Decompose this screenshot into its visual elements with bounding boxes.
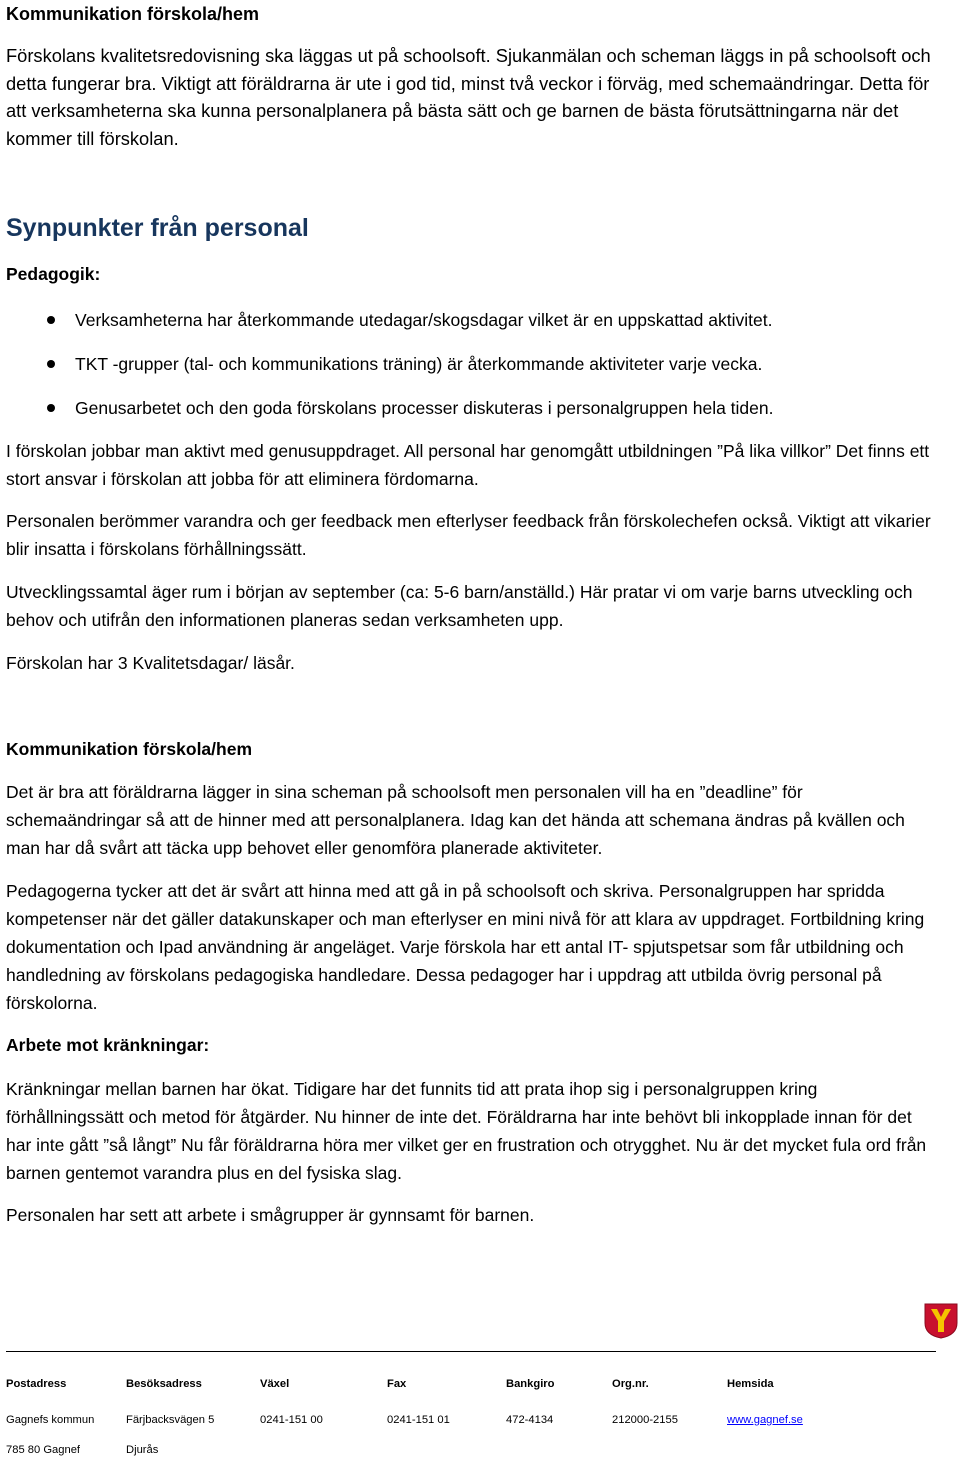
bullying-paragraph: Personalen har sett att arbete i smågrupper är gynnsamt för barnen.: [6, 1205, 535, 1225]
staff-paragraph: I förskolan jobbar man aktivt med genusuppdraget. All personal har genomgått utbildningen ”På lika villkor” Det finns ett stort ansvar i förskolan att jobba för att eliminera fördomarna.: [6, 441, 930, 489]
staff-paragraph: Förskolan har 3 Kvalitetsdagar/ läsår.: [6, 653, 295, 673]
bullying-heading: Arbete mot kränkningar:: [6, 1035, 210, 1055]
footer-cell: Färjbacksvägen 5: [126, 1414, 215, 1426]
staff-section-title: Synpunkter från personal: [6, 214, 309, 242]
bullet-item: [6, 350, 774, 394]
pedagogy-bullet-list: [6, 306, 774, 438]
top-section-heading: Kommunikation förskola/hem: [6, 4, 260, 24]
bullet-icon: [47, 404, 55, 412]
footer-header: Växel: [260, 1378, 290, 1390]
footer-divider: [6, 1351, 936, 1352]
top-section-paragraph: Förskolans kvalitetsredovisning ska läggas ut på schoolsoft. Sjukanmälan och scheman läggs in på schoolsoft och detta fungerar bra. Viktigt att föräldrarna är ute i god tid, minst två veckor i förväg, med schemaändringar. Detta för att verksamheterna ska kunna personalplanera på bästa sätt och ge barnen de bästa förutsättningarna när det kommer till förskolan.: [6, 45, 931, 149]
footer-cell: 0241-151 00: [260, 1414, 323, 1426]
footer-cell: Djurås: [126, 1444, 159, 1456]
footer-header: Postadress: [6, 1378, 67, 1390]
footer-header: Besöksadress: [126, 1378, 202, 1390]
bullet-icon: [47, 360, 55, 368]
footer-cell: 785 80 Gagnef: [6, 1444, 81, 1456]
footer-cell: Gagnefs kommun: [6, 1414, 95, 1426]
footer-header: Hemsida: [727, 1378, 774, 1390]
bullet-icon: [47, 316, 55, 324]
staff-paragraph: Utvecklingssamtal äger rum i början av september (ca: 5-6 barn/anställd.) Här pratar vi om varje barns utveckling och behov och utifrån den informationen planeras sedan verksamheten upp.: [6, 582, 913, 630]
bullet-item: [6, 306, 774, 350]
bullet-text: Verksamheterna har återkommande utedagar/skogsdagar vilket är en uppskattad aktivitet.: [75, 310, 773, 330]
bullet-item: [6, 394, 774, 438]
bullet-text: Genusarbetet och den goda förskolans processer diskuteras i personalgruppen hela tiden.: [75, 398, 774, 418]
footer-header: Bankgiro: [506, 1378, 555, 1390]
footer-cell: 212000-2155: [612, 1414, 678, 1426]
communication-heading: Kommunikation förskola/hem: [6, 739, 253, 759]
footer-header-row: [6, 1378, 936, 1398]
footer-header: Fax: [387, 1378, 407, 1390]
website-link[interactable]: www.gagnef.se: [727, 1414, 803, 1426]
communication-paragraph: Det är bra att föräldrarna lägger in sina scheman på schoolsoft men personalen vill ha en ”deadline” för schemaändringar så att de hinner med att personalplanera. Idag kan det hända att schemana ändras på kvällen och man har då svårt att täcka upp behovet eller genomföra planerade aktiviteter.: [6, 782, 905, 858]
municipality-coat-of-arms-icon: [924, 1303, 958, 1339]
footer-cell: 0241-151 01: [387, 1414, 450, 1426]
footer-row: [6, 1444, 936, 1464]
communication-paragraph: Pedagogerna tycker att det är svårt att hinna med att gå in på schoolsoft och skriva. Personalgruppen har spridda kompetenser när det gäller datakunskaper och man efterlyser en mini nivå för att klara av uppdraget. Fortbildning kring dokumentation och Ipad användning är angeläget. Varje förskola har ett antal IT- spjutspetsar som får utbildning och handledning av förskolans pedagogiska handledare. Dessa pedagoger har i uppdrag att utbilda övrig personal på förskolorna.: [6, 881, 925, 1013]
staff-paragraph: Personalen berömmer varandra och ger feedback men efterlyser feedback från förskolechefen också. Viktigt att vikarier blir insatta i förskolans förhållningssätt.: [6, 511, 931, 559]
bullet-text: TKT -grupper (tal- och kommunikations träning) är återkommande aktiviteter varje vecka.: [75, 354, 763, 374]
footer-row: [6, 1414, 936, 1434]
footer-cell: 472-4134: [506, 1414, 554, 1426]
bullying-paragraph: Kränkningar mellan barnen har ökat. Tidigare har det funnits tid att prata ihop sig i personalgruppen kring förhållningssätt och metod för åtgärder. Nu hinner de inte det. Föräldrarna har inte behövt bli inkopplade innan för det har inte gått ”så långt” Nu får föräldrarna höra mer vilket ger en frustration och otrygghet. Nu är det mycket fula ord från barnen gentemot varandra plus en del fysiska slag.: [6, 1079, 927, 1183]
footer-header: Org.nr.: [612, 1378, 649, 1390]
pedagogy-subheading: Pedagogik:: [6, 264, 101, 284]
